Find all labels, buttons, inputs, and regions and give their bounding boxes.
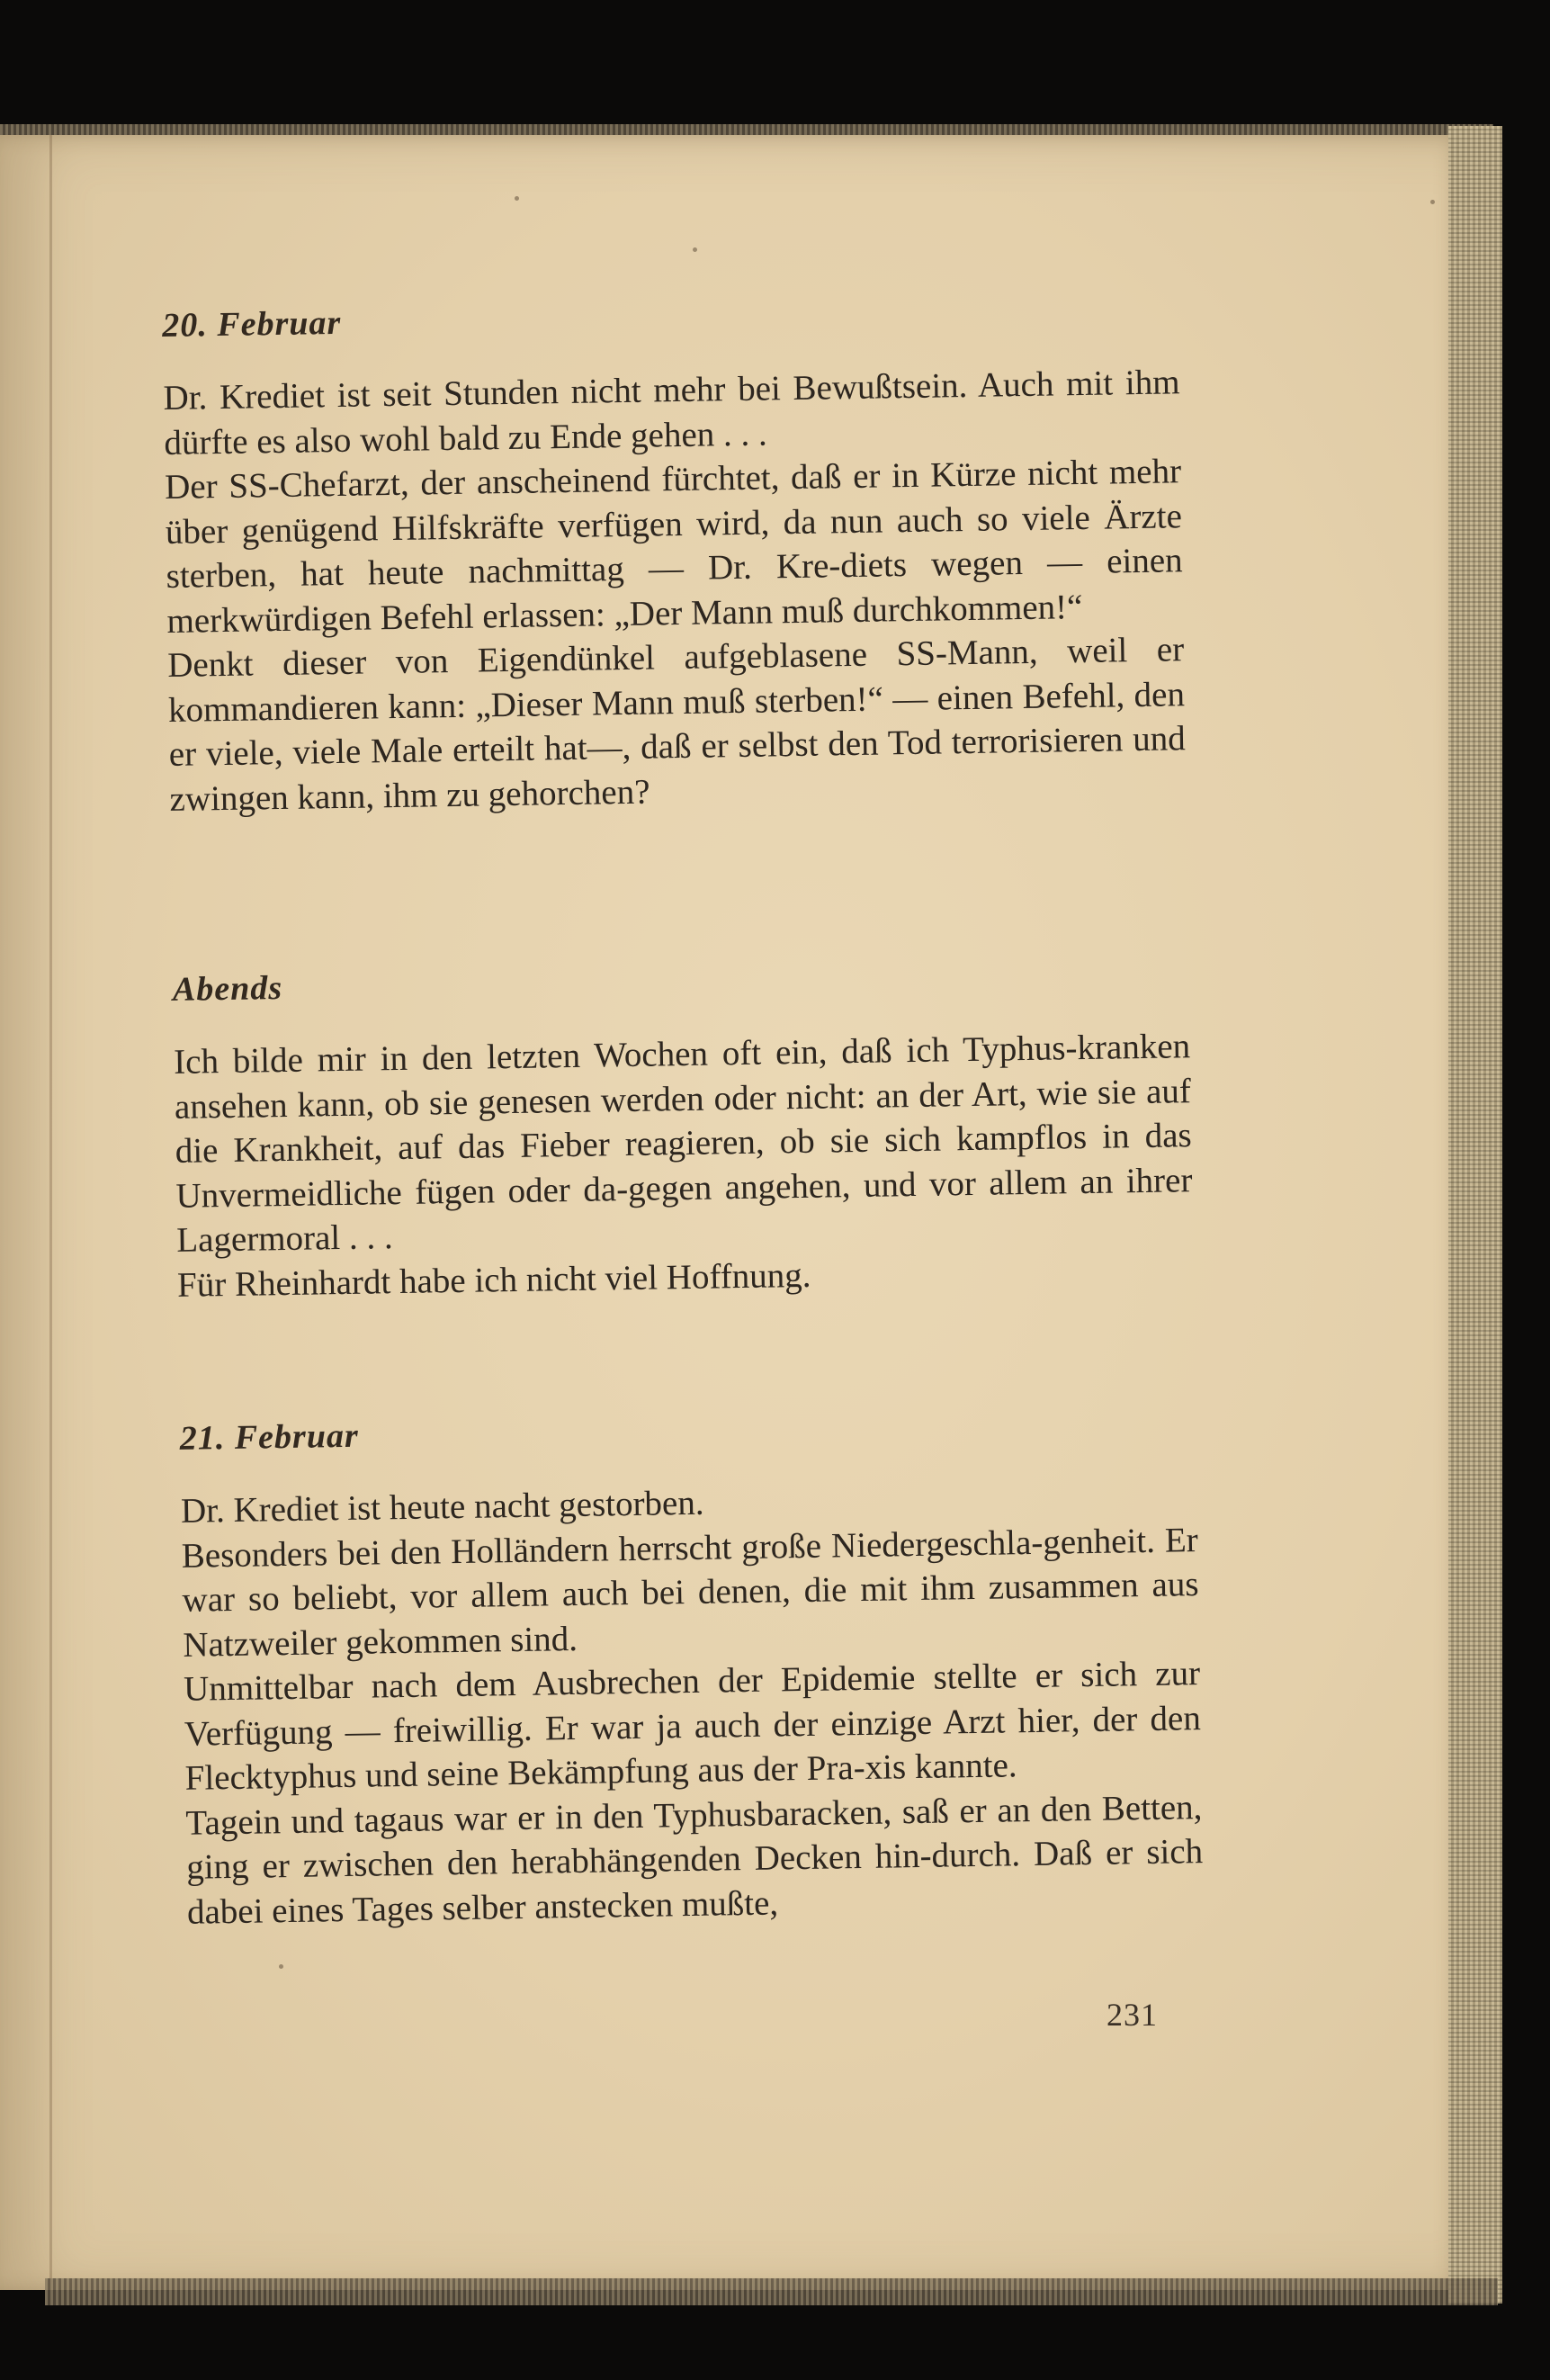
book-binding-bottom <box>45 2278 1498 2305</box>
page-gutter <box>49 135 52 2290</box>
entry-paragraph: Besonders bei den Holländern herrscht große Niedergeschla-genheit. Er war so beliebt, vor allem auch bei denen, die mit ihm zusammen aus Natzweiler gekommen sind. <box>181 1520 1199 1665</box>
diary-entry-abends <box>173 954 1195 1307</box>
entry-paragraph: Für Rheinhardt habe ich nicht viel Hoffnung. <box>176 1255 811 1305</box>
entry-paragraph: Ich bilde mir in den letzten Wochen oft ein, daß ich Typhus-kranken ansehen kann, ob sie genesen werden oder nicht: an der Art, wie sie auf die Krankheit, auf das Fieber reagieren, ob sie sich kampflos in das Unvermeidliche fügen oder da-gegen angehen, und vor allem an ihrer Lagermoral . . . <box>173 1027 1193 1260</box>
entry-paragraph: Denkt dieser von Eigendünkel aufgeblasene SS-Mann, weil er kommandieren kann: „Dieser Mann muß sterben!“ — einen Befehl, den er viele, viele Male erteilt hat—, daß er selbst den Tod terrorisieren und zwingen kann, ihm zu gehorchen? <box>166 630 1187 819</box>
entry-paragraph: Tagein und tagaus war er in den Typhusbaracken, saß er an den Betten, ging er zwischen den herabhängenden Decken hin-durch. Daß er sich dabei eines Tages selber anstecken mußte, <box>185 1787 1204 1932</box>
diary-entry-20-februar <box>162 290 1187 822</box>
page-number: 231 <box>1107 1997 1158 2033</box>
paper-speck <box>279 1964 283 1969</box>
entry-heading: 20. Februar <box>162 303 342 345</box>
entry-heading: 21. Februar <box>179 1416 360 1458</box>
paper-speck <box>693 247 697 252</box>
book-cover-edge <box>1448 126 1502 2304</box>
diary-entry-21-februar <box>179 1403 1204 1935</box>
entry-paragraph: Dr. Krediet ist seit Stunden nicht mehr bei Bewußtsein. Auch mit ihm dürfte es also wohl bald zu Ende gehen . . . <box>163 363 1180 463</box>
entry-paragraph: Dr. Krediet ist heute nacht gestorben. <box>180 1483 704 1531</box>
paper-speck <box>1430 200 1435 204</box>
paper-speck <box>515 196 519 201</box>
entry-heading: Abends <box>172 968 283 1009</box>
entry-paragraph: Unmittelbar nach dem Ausbrechen der Epidemie stellte er sich zur Verfügung — freiwillig. Er war ja auch der einzige Arzt hier, der den Flecktyphus und seine Bekämpfung aus der Pra-xis kannte. <box>183 1654 1202 1798</box>
entry-paragraph: Der SS-Chefarzt, der anscheinend fürchtet, daß er in Kürze nicht mehr über genügend Hilfskräfte verfügen wird, da nun auch so viele Ärzte sterben, hat heute nachmittag — Dr. Kre-diets wegen — einen merkwürdigen Befehl erlassen: „Der Mann muß durchkommen!“ <box>164 452 1183 641</box>
